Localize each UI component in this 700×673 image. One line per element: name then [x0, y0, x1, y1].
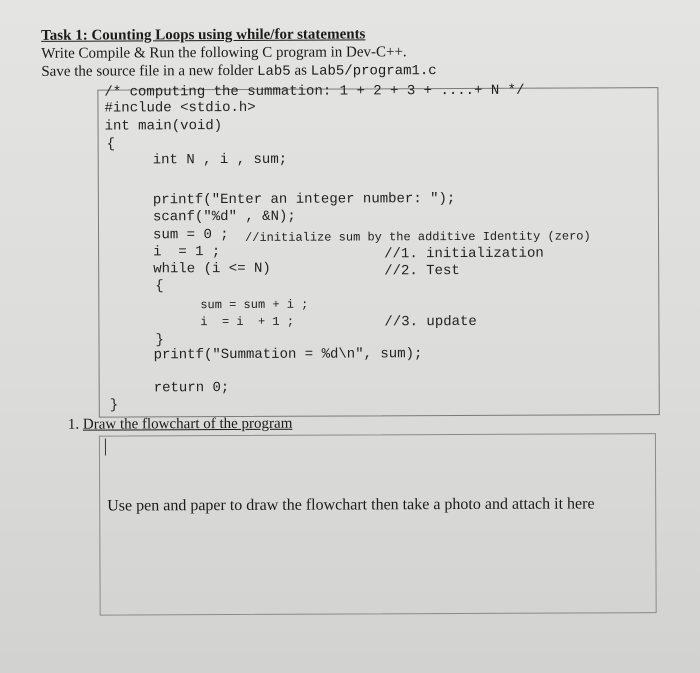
answer-box[interactable]: [99, 433, 657, 615]
code-i-init-comment: //1. initialization: [384, 245, 544, 263]
code-inner-close-brace: }: [155, 332, 164, 349]
text-cursor: [105, 439, 106, 456]
code-sum-init-comment: //initialize sum by the additive Identity (zero): [245, 229, 591, 245]
code-i-update-comment: //3. update: [384, 313, 477, 331]
task-title: Task 1: Counting Loops using while/for statements: [41, 26, 366, 44]
code-sum-update: sum = sum + i ;: [200, 297, 309, 313]
code-printf-result: printf("Summation = %d\n", sum);: [153, 346, 423, 364]
task-instruction-compile: Write Compile & Run the following C program in Dev-C++.: [41, 44, 407, 62]
code-while: while (i <= N): [153, 260, 271, 278]
code-declaration: int N , i , sum;: [152, 151, 288, 169]
code-scanf: scanf("%d" , &N);: [152, 208, 296, 226]
code-close-brace: }: [109, 397, 119, 414]
code-while-comment: //2. Test: [384, 262, 460, 280]
question-1: [68, 415, 293, 434]
code-main-signature: int main(void): [104, 118, 223, 135]
code-i-init: i = 1 ;: [153, 244, 221, 261]
save-instruction-prefix: Save the source file in a new folder: [41, 62, 258, 80]
source-file-path: Lab5/program1.c: [310, 63, 437, 80]
code-i-update: i = i + 1 ;: [200, 314, 295, 330]
code-return: return 0;: [153, 380, 230, 397]
task-heading: [41, 25, 365, 44]
code-include: #include <stdio.h>: [104, 99, 256, 117]
save-instruction-as: as: [290, 62, 311, 79]
folder-name: Lab5: [257, 63, 291, 80]
task-instruction-save: [41, 61, 436, 82]
code-printf-prompt: printf("Enter an integer number: ");: [152, 191, 456, 209]
code-comment: /* computing the summation: 1 + 2 + 3 + ....+ N */: [104, 82, 525, 101]
code-inner-open-brace: {: [155, 278, 164, 295]
code-sum-init: sum = 0 ;: [152, 227, 229, 244]
question-number: 1.: [67, 416, 80, 433]
answer-instruction: Use pen and paper to draw the flowchart then take a photo and attach it here: [107, 495, 595, 515]
code-open-brace: {: [106, 136, 116, 153]
question-text: Draw the flowchart of the program: [82, 415, 293, 433]
